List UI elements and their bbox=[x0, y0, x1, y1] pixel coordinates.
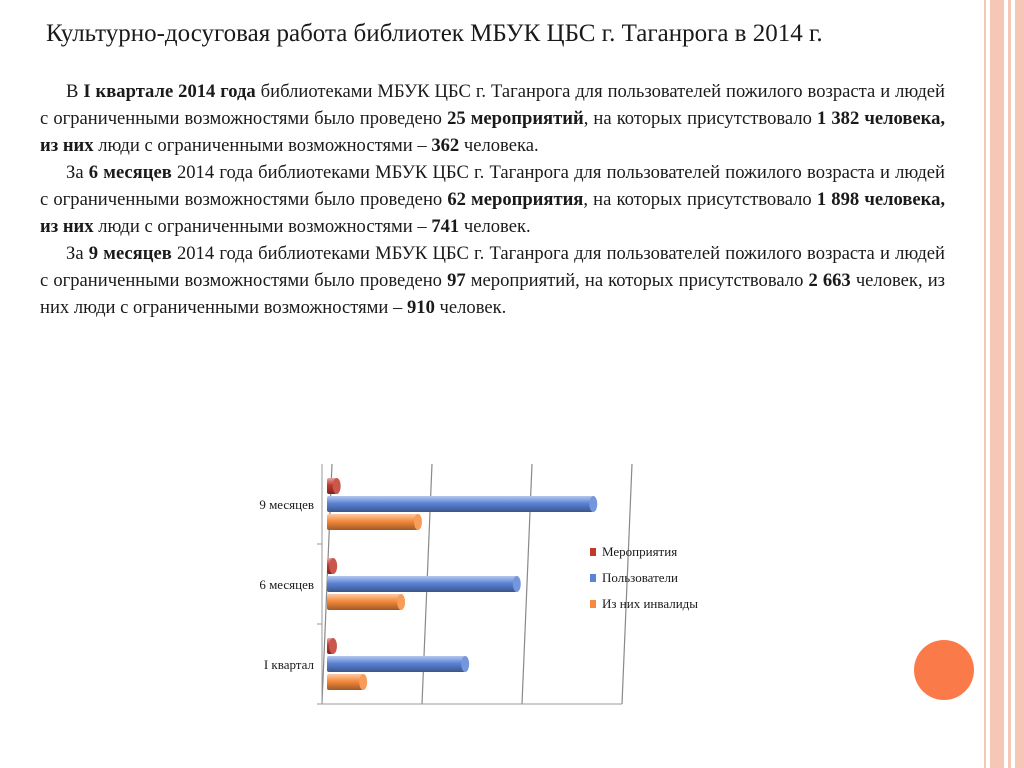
text-run: 2014 года библиотеками МБУК ЦБС г. Таганрога для пользователей пожилого возраста и людей с ограниченными возможностями было проведено bbox=[40, 162, 945, 210]
bold-text-run: 97 bbox=[447, 270, 466, 291]
border-stripe-4 bbox=[1015, 0, 1024, 768]
slide-title: Культурно-досуговая работа библиотек МБУК ЦБС г. Таганрога в 2014 г. bbox=[46, 20, 823, 47]
decorative-circle bbox=[914, 640, 974, 700]
bar-cap bbox=[329, 558, 337, 574]
bold-text-run: 741 bbox=[431, 216, 460, 237]
legend-swatch bbox=[590, 600, 596, 608]
text-run: человек. bbox=[434, 297, 507, 318]
text-run: люди с ограниченными возможностями – bbox=[93, 135, 432, 156]
bold-text-run: 9 месяцев bbox=[88, 243, 172, 264]
bold-text-run: 25 мероприятий bbox=[447, 108, 584, 129]
text-run: человек. bbox=[459, 216, 531, 237]
legend-label: Пользователи bbox=[602, 570, 678, 585]
bar-cap bbox=[359, 674, 367, 690]
bar-cap bbox=[414, 514, 422, 530]
text-run: , на которых присутствовало bbox=[583, 108, 817, 129]
border-stripe-1 bbox=[984, 0, 986, 768]
text-run: библиотеками МБУК ЦБС г. Таганрога для пользователей пожилого возраста и людей с ограниченными возможностями было проведено bbox=[40, 81, 945, 129]
text-run: человек, из них люди с ограниченными возможностями – bbox=[40, 270, 945, 318]
bold-text-run: 6 месяцев bbox=[88, 162, 172, 183]
bar-из-них-инвалиды bbox=[327, 514, 418, 530]
bar-пользователи bbox=[327, 496, 593, 512]
bar-пользователи bbox=[327, 576, 517, 592]
bar-cap bbox=[329, 638, 337, 654]
paragraph bbox=[40, 78, 945, 159]
bold-text-run: I квартале 2014 года bbox=[83, 81, 256, 102]
body-text bbox=[40, 78, 945, 321]
bar-cap bbox=[513, 576, 521, 592]
text-run: За bbox=[66, 162, 89, 183]
bold-text-run: 1 898 человека, из них bbox=[40, 189, 946, 237]
paragraph bbox=[40, 240, 945, 321]
text-run: , на которых присутствовало bbox=[583, 189, 817, 210]
bold-text-run: 362 bbox=[431, 135, 460, 156]
bold-text-run: 2 663 bbox=[808, 270, 851, 291]
legend-swatch bbox=[590, 548, 596, 556]
bar-из-них-инвалиды bbox=[327, 594, 401, 610]
text-run: За bbox=[66, 243, 89, 264]
border-stripe-2 bbox=[990, 0, 1004, 768]
category-label: 6 месяцев bbox=[259, 577, 314, 592]
category-label: I квартал bbox=[263, 657, 314, 672]
text-run: В bbox=[66, 81, 84, 102]
bar-cap bbox=[397, 594, 405, 610]
legend-label: Из них инвалиды bbox=[602, 596, 698, 611]
legend-swatch bbox=[590, 574, 596, 582]
bar-cap bbox=[461, 656, 469, 672]
text-run: мероприятий, на которых присутствовало bbox=[465, 270, 809, 291]
bold-text-run: 62 мероприятия bbox=[447, 189, 584, 210]
legend-label: Мероприятия bbox=[602, 544, 678, 559]
paragraph bbox=[40, 159, 945, 240]
bar-chart bbox=[240, 450, 760, 720]
text-run: человека. bbox=[459, 135, 539, 156]
border-stripe-3 bbox=[1008, 0, 1011, 768]
text-run: люди с ограниченными возможностями – bbox=[93, 216, 432, 237]
bar-из-них-инвалиды bbox=[327, 674, 363, 690]
bold-text-run: 1 382 человека, из них bbox=[40, 108, 946, 156]
bar-cap bbox=[589, 496, 597, 512]
bold-text-run: 910 bbox=[406, 297, 435, 318]
bar-пользователи bbox=[327, 656, 465, 672]
text-run: 2014 года библиотеками МБУК ЦБС г. Таганрога для пользователей пожилого возраста и людей с ограниченными возможностями было проведено bbox=[40, 243, 945, 291]
category-label: 9 месяцев bbox=[259, 497, 314, 512]
bar-cap bbox=[333, 478, 341, 494]
